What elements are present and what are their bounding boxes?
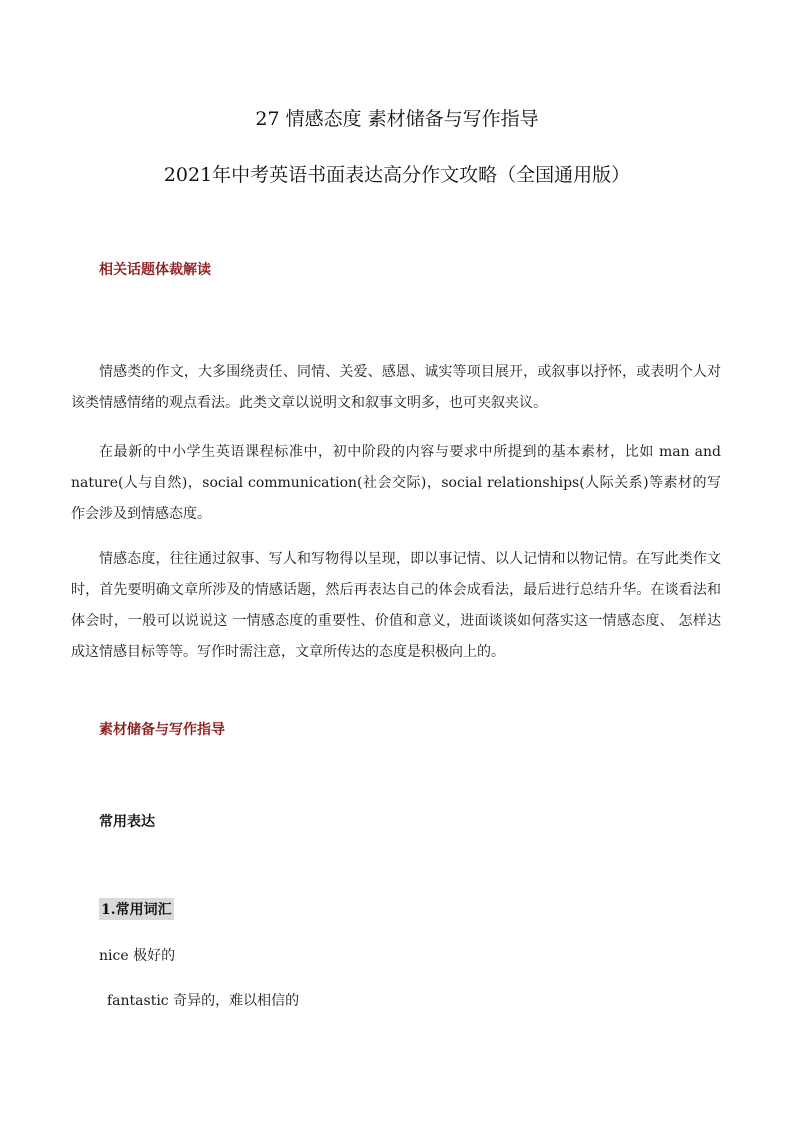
section-heading-topic-analysis: 相关话题体裁解读 xyxy=(99,262,211,278)
section-heading-materials: 素材储备与写作指导 xyxy=(99,722,225,738)
vocab-item: nice 极好的 xyxy=(99,948,176,964)
body-paragraph: 情感类的作文，大多围绕责任、同情、关爱、感恩、诚实等项目展开，或叙事以抒怀，或表明个人对该类情感情绪的观点看法。此类文章以说明文和叙事文明多，也可夹叙夹议。 xyxy=(71,364,721,411)
document-subtitle: 2021年中考英语书面表达高分作文攻略（全国通用版） xyxy=(163,164,631,186)
body-paragraph: 在最新的中小学生英语课程标准中，初中阶段的内容与要求中所提到的基本素材，比如 man and nature(人与自然)，social communication(社会交际)，social relationships(人际关系)等素材的写作会涉及到情感态度。 xyxy=(71,444,721,522)
document-title: 27 情感态度 素材储备与写作指导 xyxy=(255,108,539,130)
subheading-common-expressions: 常用表达 xyxy=(99,814,155,830)
body-paragraph: 情感态度，往往通过叙事、写人和写物得以呈现，即以事记情、以人记情和以物记情。在写此类作文时，首先要明确文章所涉及的情感话题，然后再表达自己的体会成看法，最后进行总结升华。在谈看法和体会时，一般可以说说这 一情感态度的重要性、价值和意义，进面谈谈如何落实这一情感态度、 怎样达成这情感目标等等。写作时需注意，文章所传达的态度是积极向上的。 xyxy=(71,551,721,660)
vocab-heading: 1.常用词汇 xyxy=(99,898,174,920)
vocab-item: fantastic 奇异的，难以相信的 xyxy=(107,993,300,1009)
